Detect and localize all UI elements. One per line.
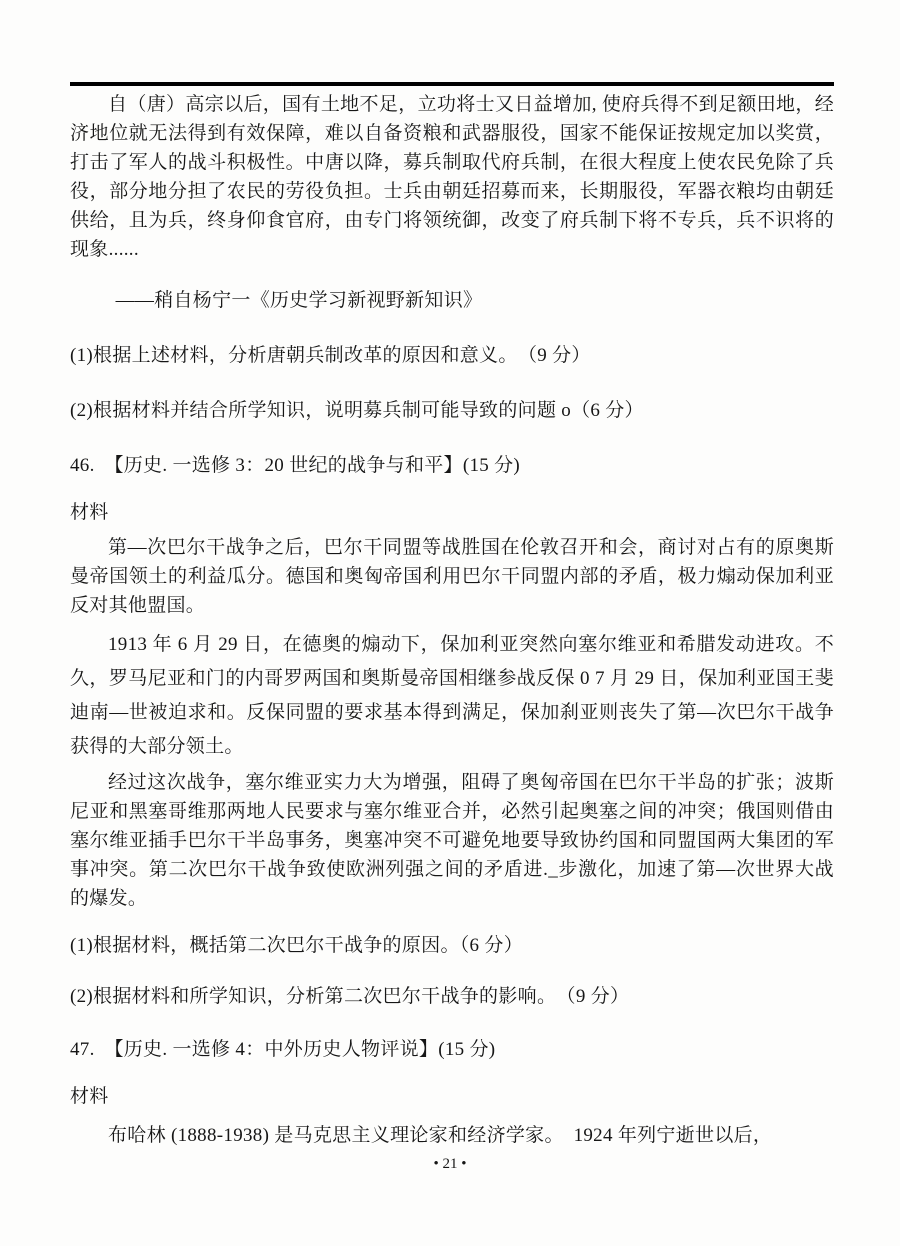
q45-passage-paragraph: 自（唐）高宗以后，国有土地不足，立功将士又日益增加, 使府兵得不到足额田地，经济地位就无法得到有效保障，难以自备资粮和武器服役，国家不能保证按规定加以奖赏，打击了军人的战斗积极性。中唐以降，募兵制取代府兵制，在很大程度上使农民免除了兵役，部分地分担了农民的劳役负担。士兵由朝廷招募而来，长期服役，军器衣粮均由朝廷供给，且为兵，终身仰食官府，由专门将领统御，改变了府兵制下将不专兵，兵不识将的现象...... bbox=[70, 94, 834, 260]
q46-question-1: (1)根据材料，概括第二次巴尔干战争的原因。（6 分） bbox=[70, 935, 524, 956]
q46-paragraph-2: 1913 年 6 月 29 日，在德奥的煽动下，保加利亚突然向塞尔维亚和希腊发动进攻。不久，罗马尼亚和门的内哥罗两国和奥斯曼帝国相继参战反保 0 7 月 29 日，保加利亚国王斐迪南—世被迫求和。反保同盟的要求基本得到满足，保加刹亚则丧失了第—次巴尔干战争获得的大部分领土。 bbox=[70, 634, 834, 757]
page-number: • 21 • bbox=[433, 1156, 467, 1172]
q47-material-label: 材料 bbox=[70, 1086, 109, 1107]
q45-source-attribution: ——稍自杨宁一《历史学习新视野新知识》 bbox=[115, 290, 483, 311]
exam-page bbox=[70, 82, 834, 1150]
q46-heading: 46. 【历史. 一选修 3：20 世纪的战争与和平】(15 分) bbox=[70, 455, 521, 476]
q45-question-1: (1)根据上述材料，分析唐朝兵制改革的原因和意义。 （9 分） bbox=[70, 345, 591, 366]
q47-paragraph-1: 布哈林 (1888-1938) 是马克思主义理论家和经济学家。 1924 年列宁逝世以后， bbox=[108, 1125, 773, 1146]
header-rule bbox=[70, 82, 834, 86]
q46-paragraph-3: 经过这次战争，塞尔维亚实力大为增强，阻碍了奥匈帝国在巴尔干半岛的扩张；波斯尼亚和黑塞哥维那两地人民要求与塞尔维亚合并，必然引起奥塞之间的冲突；俄国则借由塞尔维亚插手巴尔干半岛事务，奥塞冲突不可避免地要导致协约国和同盟国两大集团的军事冲突。第二次巴尔干战争致使欧洲列强之间的矛盾进._步激化，加速了第—次世界大战的爆发。 bbox=[70, 772, 834, 909]
q46-question-2: (2)根据材料和所学知识，分析第二次巴尔干战争的影响。 （9 分） bbox=[70, 986, 630, 1007]
q47-heading: 47. 【历史. 一选修 4：中外历史人物评说】(15 分) bbox=[70, 1039, 496, 1060]
q46-material-label: 材料 bbox=[70, 502, 109, 523]
q45-question-2: (2)根据材料并结合所学知识，说明募兵制可能导致的问题 o（6 分） bbox=[70, 400, 644, 421]
q46-paragraph-1: 第—次巴尔干战争之后，巴尔干同盟等战胜国在伦敦召开和会，商讨对占有的原奥斯曼帝国领土的利益瓜分。德国和奥匈帝国利用巴尔干同盟内部的矛盾，极力煽动保加利亚反对其他盟国。 bbox=[70, 537, 834, 616]
